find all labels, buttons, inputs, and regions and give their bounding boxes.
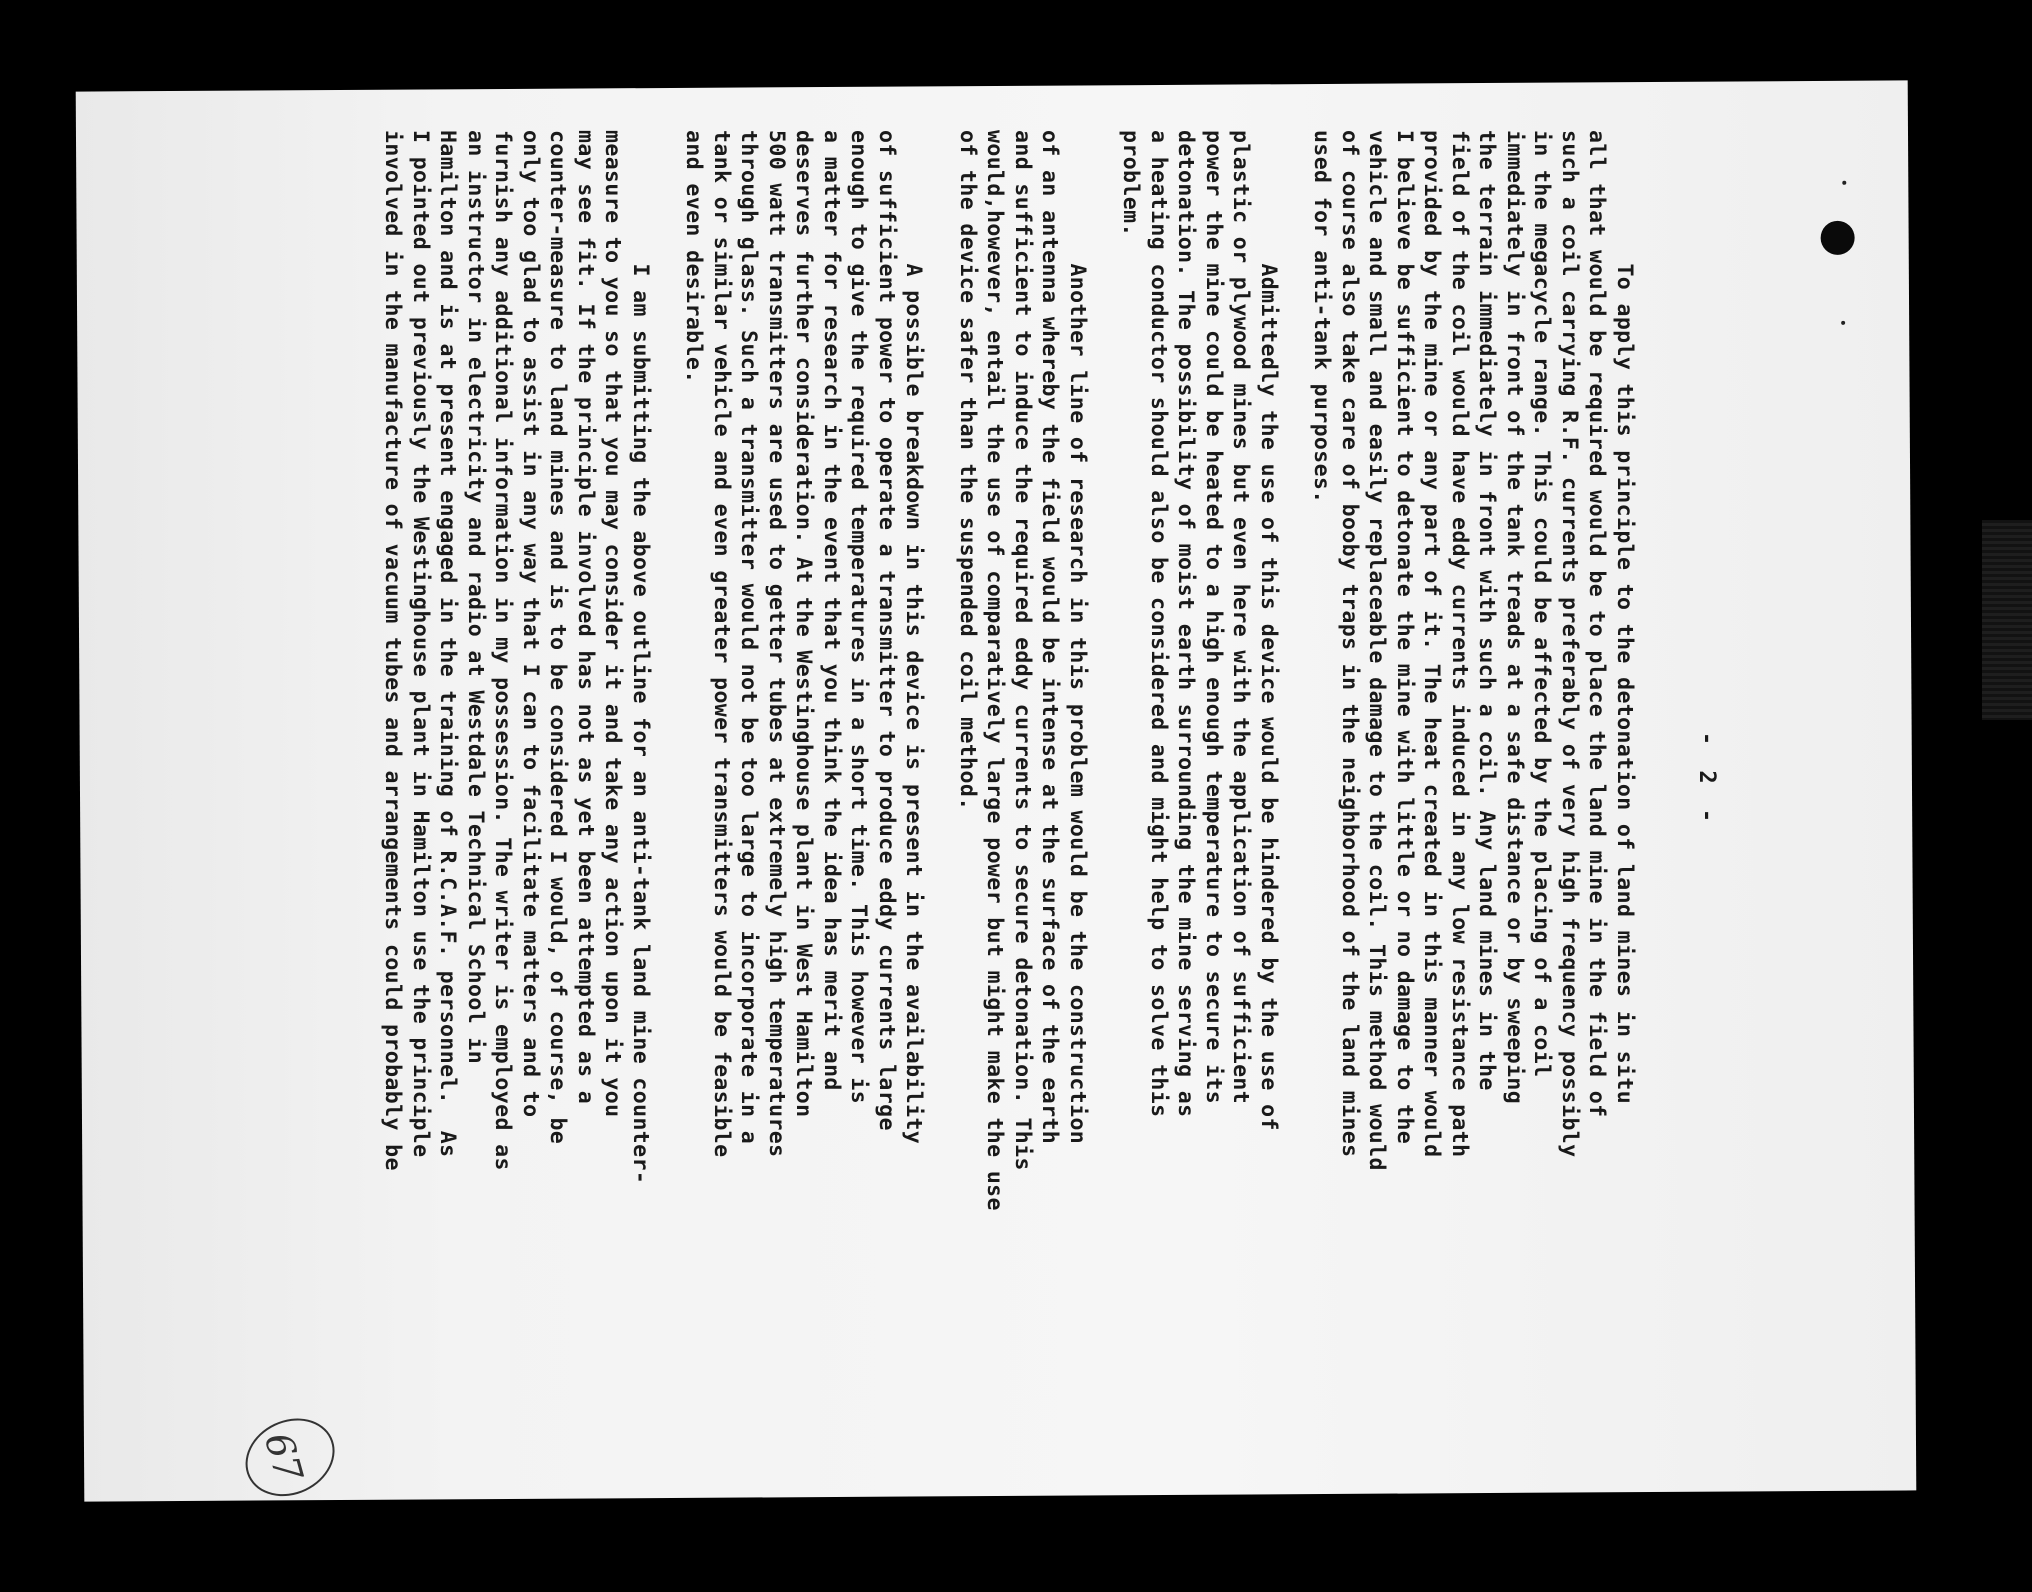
text-line: a matter for research in the event that you think the idea has merit and bbox=[819, 130, 844, 1091]
text-line: an instructor in electricity and radio at Westdale Technical School in bbox=[463, 130, 488, 1065]
text-line: problem. bbox=[1118, 130, 1144, 237]
text-line: involved in the manufacture of vacuum tubes and arrangements could probably be bbox=[380, 130, 406, 1171]
text-line: I pointed out previously the Westinghouse plant in Hamilton use the principle bbox=[408, 130, 433, 1158]
text-line: vehicle and small and easily replaceable damage to the coil. This method would bbox=[1364, 130, 1390, 1171]
text-line: detonation. The possibility of moist earth surrounding the mine serving as bbox=[1173, 130, 1199, 1118]
punch-hole bbox=[1821, 221, 1855, 255]
text-line: enough to give the required temperatures in a short time. This however is bbox=[846, 130, 872, 1105]
text-line: measure to you so that you may consider it and take any action upon it you bbox=[600, 130, 626, 1118]
text-line: Admittedly the use of this device would be hindered by the use of bbox=[1256, 130, 1281, 1131]
text-line: Another line of research in this problem would be the construction bbox=[1065, 130, 1090, 1145]
text-line: only too glad to assist in any way that I can to facilitate matters and to bbox=[518, 130, 543, 1118]
adjacent-page-edge bbox=[1982, 520, 2032, 720]
text-line: tank or similar vehicle and even greater power transmitters would be feasible bbox=[709, 130, 734, 1158]
text-line: immediately in front of the tank treads at a safe distance or by sweeping bbox=[1502, 130, 1527, 1105]
text-line: power the mine could be heated to a high enough temperature to secure its bbox=[1201, 130, 1226, 1105]
text-line: furnish any additional information in my possession. The writer is employed as bbox=[490, 130, 516, 1171]
text-line: of an antenna whereby the field would be intense at the surface of the earth bbox=[1037, 130, 1063, 1145]
page-number: - 2 - bbox=[1694, 731, 1719, 829]
text-line: 500 watt transmitters are used to getter tubes at extremely high temperatures bbox=[764, 130, 789, 1158]
text-line: such a coil carrying R.F. currents preferably of very high frequency possibly bbox=[1557, 130, 1582, 1158]
text-line: counter-measure to land mines and is to be considered I would, of course, be bbox=[545, 130, 571, 1145]
paragraph bbox=[954, 130, 1092, 1430]
text-line: Hamilton and is at present engaged in the training of R.C.A.F. personnel. As bbox=[435, 130, 461, 1158]
text-line: field of the coil would have eddy currents induced in any low resistance path bbox=[1447, 130, 1472, 1158]
text-line: of course also take care of booby traps in the neighborhood of the land mines bbox=[1337, 130, 1362, 1158]
text-line: provided by the mine or any part of it. The heat created in this manner would bbox=[1419, 130, 1445, 1158]
text-line: and even desirable. bbox=[681, 130, 707, 384]
text-line: of the device safer than the suspended coil method. bbox=[955, 130, 980, 811]
text-line: all that would be required would be to place the land mine in the field of bbox=[1584, 130, 1610, 1118]
text-line: I believe be sufficient to detonate the mine with little or no damage to the bbox=[1392, 130, 1417, 1145]
handwritten-page-number: 67 bbox=[255, 1427, 312, 1487]
text-line: deserves further consideration. At the Westinghouse plant in West Hamilton bbox=[791, 130, 817, 1118]
text-line: would,however, entail the use of comparatively large power but might make the use bbox=[982, 130, 1008, 1211]
paragraph bbox=[379, 130, 654, 1430]
dust-speck bbox=[1842, 181, 1846, 185]
text-line: and sufficient to induce the required eddy currents to secure detonation. This bbox=[1010, 130, 1035, 1171]
text-line: of sufficient power to operate a transmitter to produce eddy currents large bbox=[874, 130, 899, 1131]
text-line: plastic or plywood mines but even here with the application of sufficient bbox=[1228, 130, 1254, 1105]
text-line: the terrain immediately in front with such a coil. Any land mines in the bbox=[1474, 130, 1500, 1091]
text-line: may see fit. If the principle involved has not as yet been attempted as a bbox=[573, 130, 598, 1105]
text-line: used for anti-tank purposes. bbox=[1309, 130, 1335, 504]
text-line: To apply this principle to the detonation of land mines in situ bbox=[1612, 130, 1637, 1105]
paragraph bbox=[1117, 130, 1282, 1430]
paragraph bbox=[680, 130, 928, 1430]
text-line: in the megacycle range. This could be affected by the placing of a coil bbox=[1529, 130, 1555, 1078]
paragraph bbox=[1308, 130, 1638, 1430]
typed-letter bbox=[280, 130, 1720, 1430]
dust-speck bbox=[1841, 321, 1845, 325]
letter-body bbox=[353, 130, 1638, 1430]
text-line: I am submitting the above outline for an anti-tank land mine counter- bbox=[628, 130, 653, 1185]
text-line: a heating conductor should also be considered and might help to solve this bbox=[1146, 130, 1171, 1118]
text-line: A possible breakdown in this device is present in the availability bbox=[901, 130, 927, 1145]
text-line: through glass. Such a transmitter would not be too large to incorporate in a bbox=[736, 130, 762, 1145]
